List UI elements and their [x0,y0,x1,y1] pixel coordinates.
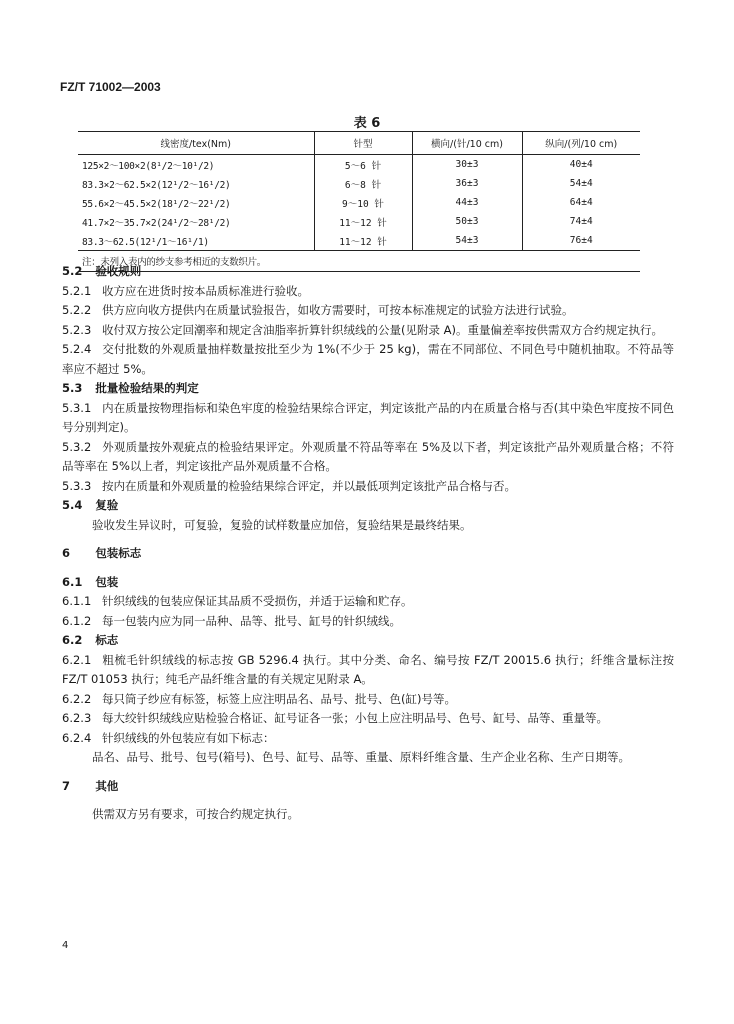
section-spacer [62,796,674,805]
section-heading [62,631,674,651]
section-number: 6 [62,546,71,560]
cell-linear-density: 41.7×2～35.7×2(24¹/2～28¹/2) [82,217,231,229]
section-number: 6.2 [62,633,83,647]
section-heading [62,544,674,564]
cell-vertical-density: 40±4 [522,155,640,175]
clause-number: 5.3.3 [62,478,92,493]
clause [62,477,674,497]
clause-number: 5.3.2 [62,439,92,454]
table-title: 表 6 [353,116,381,131]
section-spacer [62,768,674,777]
clause-number: 6.2.2 [62,691,92,706]
section-number: 7 [62,778,71,793]
section-heading [62,262,674,282]
section-number: 6.1 [62,574,83,589]
clause-text: 针织绒线的包装应保证其品质不受损伤，并适于运输和贮存。 [102,594,413,608]
clause-number: 6.1.2 [62,613,92,628]
clause-text: 粗梳毛针织绒线的标志按 GB 5296.4 执行。其中分类、命名、编号按 FZ/T 20015.6 执行；纤维含量标注按 FZ/T 01053 执行；纯毛产品纤维含量的有关规定见附录 A。 [62,652,674,686]
clause-text: 内在质量按物理指标和染色牢度的检验结果综合评定，判定该批产品的内在质量合格与否(其中染色牢度按不同色号分别判定)。 [62,400,674,434]
clause [62,282,674,302]
cell-linear-density: 125×2～100×2(8¹/2～10¹/2) [82,160,215,172]
clause-text: 收方应在进货时按本品质标准进行验收。 [102,283,309,298]
table-row [78,174,640,193]
clause-number: 5.3.1 [62,400,92,415]
clause-text: 外观质量按外观疵点的检验结果评定。外观质量不符品等率在 5%及以下者，判定该批产品外观质量合格；不符品等率在 5%以上者，判定该批产品外观质量不合格。 [62,439,674,473]
cell-needle-type: 9～10 针 [314,193,412,212]
cell-needle-type: 5～6 针 [314,155,412,175]
section-heading [62,573,674,593]
clause-text: 收付双方按公定回潮率和规定含油脂率折算针织绒线的公量(见附录 A)。重量偏差率按供需双方合约规定执行。 [102,322,663,337]
cell-linear-density: 83.3～62.5(12¹/1～16¹/1) [82,236,209,248]
cell-needle-type: 11～12 针 [314,231,412,251]
page-number: 4 [62,940,69,951]
section-number: 5.2 [62,264,83,278]
cell-horizontal-density: 36±3 [412,174,522,193]
specification-table [78,131,640,272]
section-title: 包装标志 [95,546,142,560]
clause-text: 针织绒线的外包装应有如下标志： [102,730,275,745]
cell-horizontal-density: 54±3 [412,231,522,251]
column-header-needle-type: 针型 [314,132,412,155]
table-note: 注：未列入表内的纱支参考相近的支数织片。 [78,251,640,272]
clause-number: 6.1.1 [62,594,92,608]
cell-linear-density: 55.6×2～45.5×2(18¹/2～22¹/2) [82,198,231,210]
clause [62,340,674,379]
indented-paragraph: 验收发生异议时，可复验，复验的试样数量应加倍，复验结果是最终结果。 [92,517,472,532]
clause [62,321,674,341]
cell-vertical-density: 64±4 [522,193,640,212]
clause [62,438,674,477]
clause-number: 6.2.1 [62,652,92,667]
clause [62,592,674,612]
section-heading [62,777,674,797]
clause-number: 5.2.1 [62,283,92,298]
cell-linear-density: 83.3×2～62.5×2(12¹/2～16¹/2) [82,179,231,191]
cell-horizontal-density: 50±3 [412,212,522,231]
table-row [78,155,640,175]
clause-text: 每一包装内应为同一品种、品等、批号、缸号的针织绒线。 [102,613,401,628]
clause [62,301,674,321]
cell-horizontal-density: 30±3 [412,155,522,175]
cell-vertical-density: 74±4 [522,212,640,231]
section-title: 复验 [95,498,119,512]
column-header-linear-density: 线密度/tex(Nm) [78,132,314,155]
section-number: 5.4 [62,498,83,512]
section-spacer [62,535,674,544]
clause [62,399,674,438]
clause-number: 6.2.4 [62,730,92,745]
section-title: 标志 [95,633,119,647]
clause [62,729,674,749]
clause-number: 5.2.4 [62,342,92,356]
cell-needle-type: 6～8 针 [314,174,412,193]
clause-text: 按内在质量和外观质量的检验结果综合评定，并以最低项判定该批产品合格与否。 [102,478,516,493]
clause-text: 每只筒子纱应有标签，标签上应注明品名、品号、批号、色(缸)号等。 [102,691,456,706]
column-header-vertical-density: 纵向/(列/10 cm) [522,132,640,155]
section-number: 5.3 [62,381,83,395]
clause-number: 6.2.3 [62,711,92,725]
section-spacer [62,564,674,573]
section-title: 批量检验结果的判定 [95,381,199,395]
indented-paragraph: 供需双方另有要求，可按合约规定执行。 [92,807,299,821]
indented-paragraph: 品名、品号、批号、包号(箱号)、色号、缸号、品等、重量、原料纤维含量、生产企业名称、生产日期等。 [92,750,630,764]
clause-text: 每大绞针织绒线应贴检验合格证、缸号证各一张；小包上应注明品号、色号、缸号、品等、重量等。 [102,711,608,725]
clause [62,651,674,690]
table-row [78,212,640,231]
cell-vertical-density: 76±4 [522,231,640,251]
column-header-horizontal-density: 横向/(针/10 cm) [412,132,522,155]
section-heading [62,379,674,399]
cell-vertical-density: 54±4 [522,174,640,193]
clause [62,709,674,729]
cell-needle-type: 11～12 针 [314,212,412,231]
table-body [78,155,640,272]
clause-text: 交付批数的外观质量抽样数量按批至少为 1%(不少于 25 kg)，需在不同部位、不同色号中随机抽取。不符品等率应不超过 5%。 [62,342,674,376]
table-row [78,231,640,251]
clause-number: 5.2.3 [62,322,92,337]
clause-text: 供方应向收方提供内在质量试验报告，如收方需要时，可按本标准规定的试验方法进行试验。 [102,303,574,317]
section-heading [62,496,674,516]
section-title: 其他 [95,778,119,793]
clause [62,690,674,710]
document-body [62,262,674,825]
table-row [78,193,640,212]
clause-number: 5.2.2 [62,303,92,317]
clause [62,612,674,632]
standard-code-header: FZ/T 71002—2003 [60,80,161,94]
section-title: 验收规则 [95,264,142,278]
cell-horizontal-density: 44±3 [412,193,522,212]
section-title: 包装 [95,574,119,589]
